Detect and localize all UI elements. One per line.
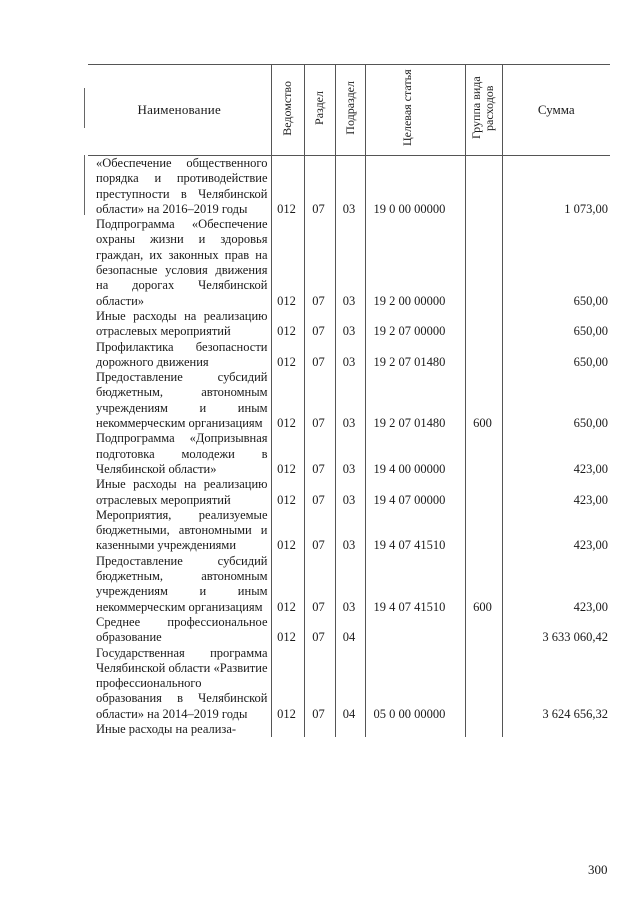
row-department: 012 [271,477,304,508]
row-name: Подпрограмма «Допризывная подготовка молодежи в Челябинской области» [96,431,268,476]
row-amount: 650,00 [502,370,610,431]
row-name: Иные расходы на реализа- [96,721,237,736]
row-target-article: 19 2 07 01480 [365,340,465,371]
header-name: Наименование [88,65,271,156]
header-subsection: Подраздел [335,65,365,156]
row-name: Среднее профессиональное образование [96,614,268,645]
scan-artifact-line [84,155,85,215]
row-subsection: 03 [335,309,365,340]
row-department: 012 [271,217,304,309]
page-number: 300 [588,862,608,877]
row-expense-group [465,722,502,737]
row-amount: 1 073,00 [502,156,610,218]
row-subsection: 03 [335,554,365,615]
row-amount: 423,00 [502,554,610,615]
row-expense-group [465,508,502,554]
row-amount: 650,00 [502,309,610,340]
row-name: «Обеспечение общественного порядка и противодействие преступности в Челябинской области» на 2016–2019 годы [96,156,268,216]
row-department: 012 [271,156,304,218]
row-amount: 423,00 [502,477,610,508]
row-subsection: 04 [335,615,365,646]
row-subsection: 03 [335,508,365,554]
row-target-article: 19 4 07 41510 [365,508,465,554]
table-row [88,477,610,508]
row-target-article: 19 4 07 00000 [365,477,465,508]
row-name: Иные расходы на реализацию отраслевых мероприятий [96,477,268,507]
row-subsection: 03 [335,431,365,477]
row-subsection: 03 [335,477,365,508]
row-expense-group: 600 [465,370,502,431]
row-expense-group [465,309,502,340]
row-section: 07 [304,309,335,340]
row-name: Предоставление субсидий бюджетным, автономным учреждениям и иным некоммерческим организациям [96,553,268,614]
row-department: 012 [271,340,304,371]
table-row [88,508,610,554]
table-row [88,615,610,646]
table-row [88,646,610,722]
row-target-article: 19 2 00 00000 [365,217,465,309]
row-expense-group [465,156,502,218]
row-target-article [365,722,465,737]
header-section: Раздел [304,65,335,156]
row-department: 012 [271,370,304,431]
row-name: Мероприятия, реализуемые бюджетными, автономными и казенными учреждениями [96,507,268,553]
row-department: 012 [271,508,304,554]
scan-artifact-line [84,88,85,128]
row-section [304,722,335,737]
row-section: 07 [304,477,335,508]
table-row [88,309,610,340]
row-section: 07 [304,431,335,477]
row-department: 012 [271,309,304,340]
row-section: 07 [304,646,335,722]
row-section: 07 [304,508,335,554]
row-subsection: 03 [335,370,365,431]
row-amount: 3 633 060,42 [502,615,610,646]
row-section: 07 [304,370,335,431]
header-amount: Сумма [502,65,610,156]
row-name: Государственная программа Челябинской области «Развитие профессионального образования в Челябинской области» на 2014–2019 годы [96,645,268,721]
row-section: 07 [304,156,335,218]
row-amount: 3 624 656,32 [502,646,610,722]
row-target-article: 19 4 00 00000 [365,431,465,477]
row-amount: 650,00 [502,217,610,309]
row-expense-group [465,431,502,477]
row-department: 012 [271,554,304,615]
row-name: Предоставление субсидий бюджетным, автономным учреждениям и иным некоммерческим организациям [96,370,268,431]
row-amount: 423,00 [502,431,610,477]
row-amount: 650,00 [502,340,610,371]
row-amount [502,722,610,737]
row-subsection: 03 [335,217,365,309]
budget-table [88,64,610,737]
table-header-row [88,65,610,156]
row-target-article: 19 0 00 00000 [365,156,465,218]
row-target-article: 05 0 00 00000 [365,646,465,722]
row-name: Подпрограмма «Обеспечение охраны жизни и здоровья граждан, их законных прав на безопасные условия движения на дорогах Челябинской области» [96,217,268,308]
table-row [88,370,610,431]
row-section: 07 [304,554,335,615]
row-department: 012 [271,646,304,722]
row-department: 012 [271,615,304,646]
row-department [271,722,304,737]
row-target-article: 19 4 07 41510 [365,554,465,615]
row-target-article: 19 2 07 00000 [365,309,465,340]
row-expense-group [465,615,502,646]
table-row [88,722,610,737]
row-expense-group [465,646,502,722]
table-row [88,554,610,615]
row-section: 07 [304,615,335,646]
table-row [88,431,610,477]
table-row [88,340,610,371]
row-subsection: 04 [335,646,365,722]
table-row [88,156,610,218]
row-name: Иные расходы на реализацию отраслевых мероприятий [96,308,268,339]
row-section: 07 [304,340,335,371]
header-target-article: Целевая статья [365,65,465,156]
table-row [88,217,610,309]
row-expense-group [465,217,502,309]
row-section: 07 [304,217,335,309]
row-name: Профилактика безопасности дорожного движения [96,339,268,369]
row-expense-group [465,340,502,371]
header-department: Ведомство [271,65,304,156]
row-target-article: 19 2 07 01480 [365,370,465,431]
row-amount: 423,00 [502,508,610,554]
row-expense-group [465,477,502,508]
row-subsection: 03 [335,156,365,218]
row-target-article [365,615,465,646]
row-department: 012 [271,431,304,477]
row-expense-group: 600 [465,554,502,615]
row-subsection: 03 [335,340,365,371]
header-expense-group: Группа вида расходов [465,65,502,156]
row-subsection [335,722,365,737]
